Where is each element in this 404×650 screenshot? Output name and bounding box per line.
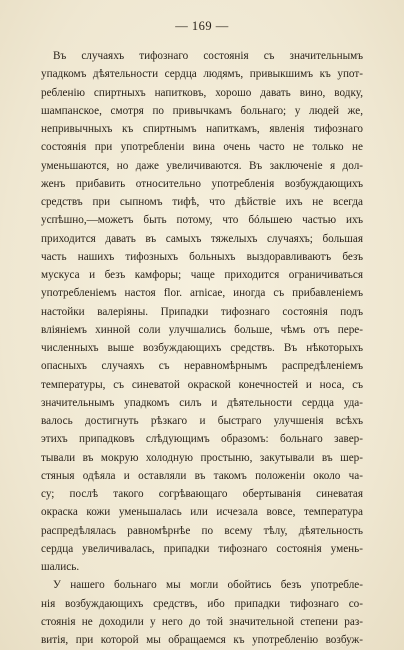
text-line: численныхъ выше возбуждающихъ средствъ. Въ нѣкоторыхъ xyxy=(41,342,363,354)
text-line: средствъ при сыпномъ тифѣ, что дѣйствіе ихъ не всегда xyxy=(41,196,363,208)
text-line: окраска кожи уменьшалась или исчезала вовсе, температура xyxy=(41,506,363,519)
text-line: часть нашихъ тифозныхъ больныхъ выздоравливаютъ безъ xyxy=(41,250,363,263)
text-line: мускуса и безъ камфоры; чаще приходится ограничиваться xyxy=(41,269,363,281)
text-line: шампанское, смотря по привычкамъ больнаго; у людей же, xyxy=(41,104,363,117)
text-line: настойки валеріяны. Припадки тифознаго состоянія подъ xyxy=(41,305,363,318)
text-line: упадкомъ дѣятельности сердца людямъ, привыкшимъ къ упот- xyxy=(41,68,363,81)
text-line: су; послѣ такого согрѣвающаго обертыванія синеватая xyxy=(41,488,363,500)
text-line: сердца увеличивалась, припадки тифознаго состоянія умень- xyxy=(41,542,363,555)
text-line: ребленію спиртныхъ напитковъ, хорошо давать вино, водку, xyxy=(41,86,363,99)
text-line: стяныя одѣяла и оставляли въ такомъ положеніи около ча- xyxy=(41,469,363,482)
paragraph-1 xyxy=(41,47,363,576)
text-line: уменьшаются, но даже увеличиваются. Въ заключеніе я дол- xyxy=(41,159,363,172)
text-line: значительнымъ упадкомъ силъ и дѣятельности сердца уда- xyxy=(41,396,363,409)
text-line: успѣшно,—можетъ быть потому, что бóльшею частью ихъ xyxy=(41,214,363,227)
text-line: женъ прибавить относительно употребленія возбуждающихъ xyxy=(41,177,363,190)
text-line: состоянія при употребленіи вина очень часто не только не xyxy=(41,141,363,154)
text-line: вліяніемъ хинной соли улучшались больше, чѣмъ отъ пере- xyxy=(41,323,363,336)
text-line: температуры, съ синеватой окраской конечностей и носа, съ xyxy=(41,378,363,391)
text-line: употребленіемъ настоя flor. arnicae, иногда съ прибавленіемъ xyxy=(41,287,363,300)
text-line: этихъ припадковъ слѣдующимъ образомъ: больнаго завер- xyxy=(41,433,363,446)
body-text xyxy=(41,47,363,649)
text-line: тывали въ мокрую холодную простыню, закутывали въ шер- xyxy=(41,451,363,464)
text-line: витія, при которой мы обращаемся къ употребленію возбуж- xyxy=(41,634,363,646)
text-line: шались. xyxy=(41,561,80,573)
text-line: стоянія не доходили у него до той значительной степени раз- xyxy=(41,615,363,628)
text-line: У нашего больнаго мы могли обойтись безъ употребле- xyxy=(53,579,363,592)
text-line: непривычныхъ къ спиртнымъ напиткамъ, явленія тифознаго xyxy=(41,123,363,135)
text-line: распредѣлялась равномѣрнѣе по всему тѣлу, дѣятельность xyxy=(41,524,363,537)
text-line: валось достигнуть рѣзкаго и быстраго улучшенія всѣхъ xyxy=(41,415,363,427)
text-line: нія возбуждающихъ средствъ, ибо припадки тифознаго со- xyxy=(41,597,363,610)
paragraph-2 xyxy=(41,576,363,649)
page-number: — 169 — xyxy=(175,19,229,33)
text-line: Въ случаяхъ тифознаго состоянія съ значительнымъ xyxy=(53,50,363,62)
text-line: приходится давать въ самыхъ тяжелыхъ случаяхъ; большая xyxy=(41,232,363,245)
text-line: опасныхъ случаяхъ съ неравномѣрнымъ распредѣленіемъ xyxy=(41,360,363,373)
